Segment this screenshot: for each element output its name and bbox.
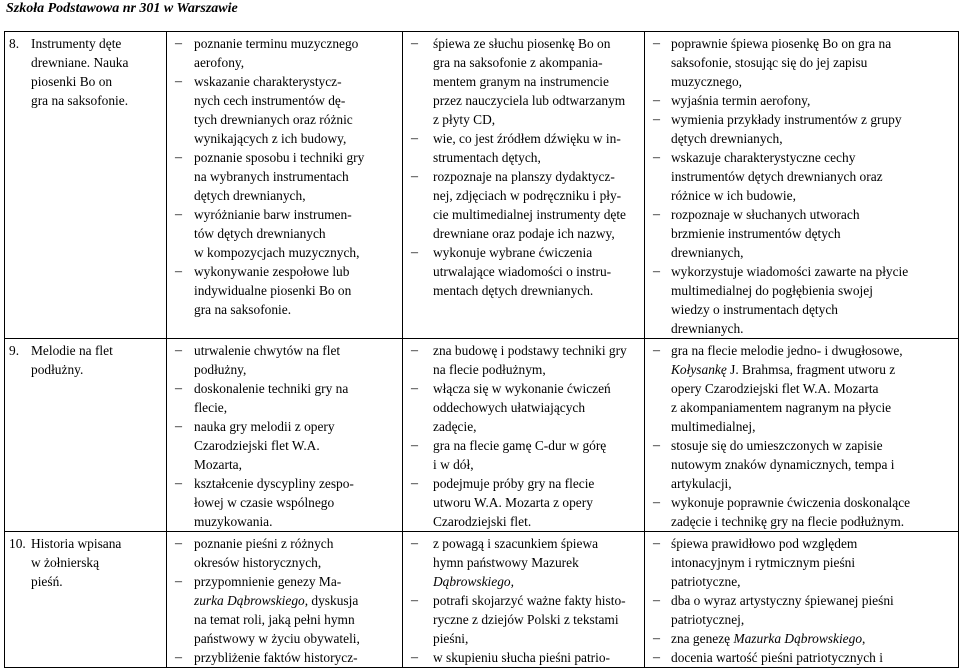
text-line: poznanie terminu muzycznego [194,36,359,51]
list-item [167,72,398,148]
list-item [167,534,398,572]
text-line: Historia wpisana [31,536,122,551]
list-item [167,262,398,319]
text-line: potrafi skojarzyć ważne fakty histo- [433,593,626,608]
text-line: drewniane. Nauka [31,55,129,70]
objectives-cell [167,32,403,339]
text-line: nutowym znaków dynamicznych, tempa i [671,457,895,472]
text-line: rozpoznaje na planszy dydaktycz- [433,169,615,184]
text-line: nych cech instrumentów dę- [194,93,346,108]
list-item [403,34,640,129]
list-item [403,129,640,167]
list-item [167,648,398,667]
text-line: poznanie sposobu i techniki gry [194,150,365,165]
text-line: mentem granym na instrumencie [433,74,609,89]
text-line: zurka Dąbrowskiego, dyskusja [194,593,359,608]
list-item [645,591,954,629]
text-line: zna genezę Mazurka Dąbrowskiego, [671,631,866,646]
text-line: różnice w ich budowie, [671,188,796,203]
text-line: artykulacji, [671,476,732,491]
list-item [403,341,640,379]
list-item [403,648,640,667]
text-line: podłużny. [31,362,84,377]
text-line: z akompaniamentem nagranym na płycie [671,400,892,415]
text-line: intonacyjnym i rytmicznym pieśni [671,555,856,570]
list-item [645,436,954,493]
text-line: wie, co jest źródłem dźwięku w in- [433,131,621,146]
list-item [403,591,640,648]
text-line: Melodie na flet [31,343,113,358]
list-item [645,341,954,436]
text-line: z powagą i szacunkiem śpiewa [433,536,599,551]
text-line: pieśni, [433,631,469,646]
text-line: rozpoznaje w słuchanych utworach [671,207,860,222]
list-item [167,148,398,205]
text-line: drewnianych. [671,321,744,336]
topic-cell [5,339,167,532]
text-line: cie multimedialnej instrumenty dęte [433,207,626,222]
bullet-list [403,339,644,531]
text-line: kształcenie dyscypliny zespo- [194,476,354,491]
text-line: na temat roli, jaką pełni hymn [194,612,355,627]
text-line: Czarodziejski flet W.A. [194,438,320,453]
text-line: poprawnie śpiewa piosenkę Bo on gra na [671,36,892,51]
text-line: utrwalenie chwytów na flet [194,343,341,358]
text-line: włącza się w wykonanie ćwiczeń [433,381,611,396]
student-skills-cell [403,32,645,339]
text-line: aerofony, [194,55,245,70]
text-line: przybliżenie faktów historycz- [194,650,358,665]
list-item [645,110,954,148]
text-line: wykonuje poprawnie ćwiczenia doskonalące [671,495,911,510]
text-line: i w dół, [433,457,474,472]
text-line: na wybranych instrumentach [194,169,349,184]
text-line: poznanie pieśni z różnych [194,536,334,551]
bullet-list [645,339,958,531]
text-line: utrwalające wiadomości o instru- [433,264,612,279]
text-line: dętych drewnianych, [671,131,783,146]
table-row [5,532,959,668]
text-line: docenia wartość pieśni patriotycznych i [671,650,883,665]
list-item [167,572,398,648]
list-item [403,436,640,474]
text-line: wykonuje wybrane ćwiczenia [433,245,593,260]
text-line: zadęcie, [433,419,477,434]
text-line: okresów historycznych, [194,555,322,570]
achievements-cell [645,32,959,339]
text-line: nej, zdjęciach w podręczniku i pły- [433,188,622,203]
text-line: wskazuje charakterystyczne cechy [671,150,856,165]
text-line: śpiewa ze słuchu piosenkę Bo on [433,36,611,51]
text-line: drewnianych, [671,245,744,260]
text-line: doskonalenie techniki gry na [194,381,349,396]
topic-cell [5,32,167,339]
list-item [645,262,954,338]
text-line: w skupieniu słucha pieśni patrio- [433,650,611,665]
text-line: muzykowania. [194,514,273,529]
text-line: podejmuje próby gry na flecie [433,476,595,491]
text-line: przez nauczyciela lub odtwarzanym [433,93,626,108]
bullet-list [167,32,402,319]
text-line: podłużny, [194,362,247,377]
lesson-number: 10. [9,536,26,551]
text-line: indywidualne piosenki Bo on [194,283,352,298]
text-line: przypomnienie genezy Ma- [194,574,342,589]
text-line: gra na saksofonie. [31,93,129,108]
text-line: instrumentów dętych drewnianych oraz [671,169,883,184]
text-line: w żołnierską [31,555,100,570]
text-line: wiedzy o instrumentach dętych [671,302,838,317]
list-item [167,417,398,474]
bullet-list [403,532,644,667]
list-item [167,379,398,417]
text-line: ryczne z dziejów Polski z tekstami [433,612,619,627]
list-item [403,474,640,531]
text-line: gra na flecie melodie jedno- i dwugłosowe, [671,343,903,358]
text-line: pieśń. [31,574,63,589]
text-line: dętych drewnianych, [194,188,306,203]
text-line: Czarodziejski flet. [433,514,532,529]
student-skills-cell [403,532,645,668]
bullet-list [403,32,644,300]
text-line: łowej w czasie wspólnego [194,495,335,510]
text-line: wyjaśnia termin aerofony, [671,93,811,108]
list-item [645,629,954,648]
text-line: oddechowych ułatwiających [433,400,586,415]
list-item [403,243,640,300]
list-item [645,493,954,531]
text-line: wskazanie charakterystycz- [194,74,342,89]
text-line: zadęcie i technikę gry na flecie podłużnym. [671,514,905,529]
text-line: utworu W.A. Mozarta z opery [433,495,593,510]
table-row [5,32,959,339]
text-line: Instrumenty dęte [31,36,122,51]
text-line: państwowy w życiu obywateli, [194,631,360,646]
text-line: drewniane oraz podaje ich nazwy, [433,226,615,241]
achievements-cell [645,339,959,532]
text-line: stosuje się do umieszczonych w zapisie [671,438,883,453]
list-item [167,34,398,72]
list-item [645,91,954,110]
student-skills-cell [403,339,645,532]
lesson-topic [31,341,160,379]
list-item [403,379,640,436]
text-line: na flecie podłużnym, [433,362,546,377]
text-line: nauka gry melodii z opery [194,419,335,434]
lesson-number: 8. [9,36,20,51]
text-line: zna budowę i podstawy techniki gry [433,343,627,358]
objectives-cell [167,532,403,668]
text-line: Kołysankę J. Brahmsa, fragment utworu z [671,362,896,377]
text-line: tych drewnianych oraz różnic [194,112,353,127]
school-header: Szkoła Podstawowa nr 301 w Warszawie [6,1,238,16]
text-line: multimedialnej, [671,419,756,434]
text-line: wynikających z ich budowy, [194,131,347,146]
text-line: wykonywanie zespołowe lub [194,264,350,279]
text-line: dba o wyraz artystyczny śpiewanej pieśni [671,593,894,608]
list-item [167,341,398,379]
list-item [645,534,954,591]
text-line: śpiewa prawidłowo pod względem [671,536,858,551]
list-item [403,534,640,591]
text-line: mentach dętych drewnianych. [433,283,594,298]
objectives-cell [167,339,403,532]
bullet-list [167,532,402,667]
list-item [645,34,954,91]
curriculum-table [4,31,959,668]
text-line: wyróżnianie barw instrumen- [194,207,352,222]
text-line: wykorzystuje wiadomości zawarte na płycie [671,264,909,279]
text-line: piosenki Bo on [31,74,113,89]
text-line: muzycznego, [671,74,743,89]
lesson-topic [31,34,160,110]
bullet-list [645,32,958,338]
text-line: opery Czarodziejski flet W.A. Mozarta [671,381,879,396]
list-item [645,648,954,667]
list-item [167,205,398,262]
text-line: Dąbrowskiego, [433,574,514,589]
lesson-topic [31,534,160,591]
list-item [645,148,954,205]
text-line: patriotyczne, [671,574,741,589]
text-line: saksofonie, stosując się do jej zapisu [671,55,868,70]
text-line: wymienia przykłady instrumentów z grupy [671,112,902,127]
text-line: w kompozycjach muzycznych, [194,245,360,260]
text-line: gra na saksofonie. [194,302,292,317]
text-line: strumentach dętych, [433,150,541,165]
bullet-list [167,339,402,531]
text-line: hymn państwowy Mazurek [433,555,579,570]
text-line: gra na saksofonie z akompania- [433,55,603,70]
text-line: brzmienie instrumentów dętych [671,226,841,241]
bullet-list [645,532,958,667]
text-line: tów dętych drewnianych [194,226,326,241]
list-item [403,167,640,243]
text-line: gra na flecie gamę C-dur w górę [433,438,607,453]
text-line: Mozarta, [194,457,242,472]
achievements-cell [645,532,959,668]
table-row [5,339,959,532]
list-item [645,205,954,262]
text-line: patriotycznej, [671,612,745,627]
topic-cell [5,532,167,668]
list-item [167,474,398,531]
text-line: flecie, [194,400,228,415]
text-line: z płyty CD, [433,112,496,127]
text-line: multimedialnej do pogłębienia swojej [671,283,873,298]
lesson-number: 9. [9,343,20,358]
